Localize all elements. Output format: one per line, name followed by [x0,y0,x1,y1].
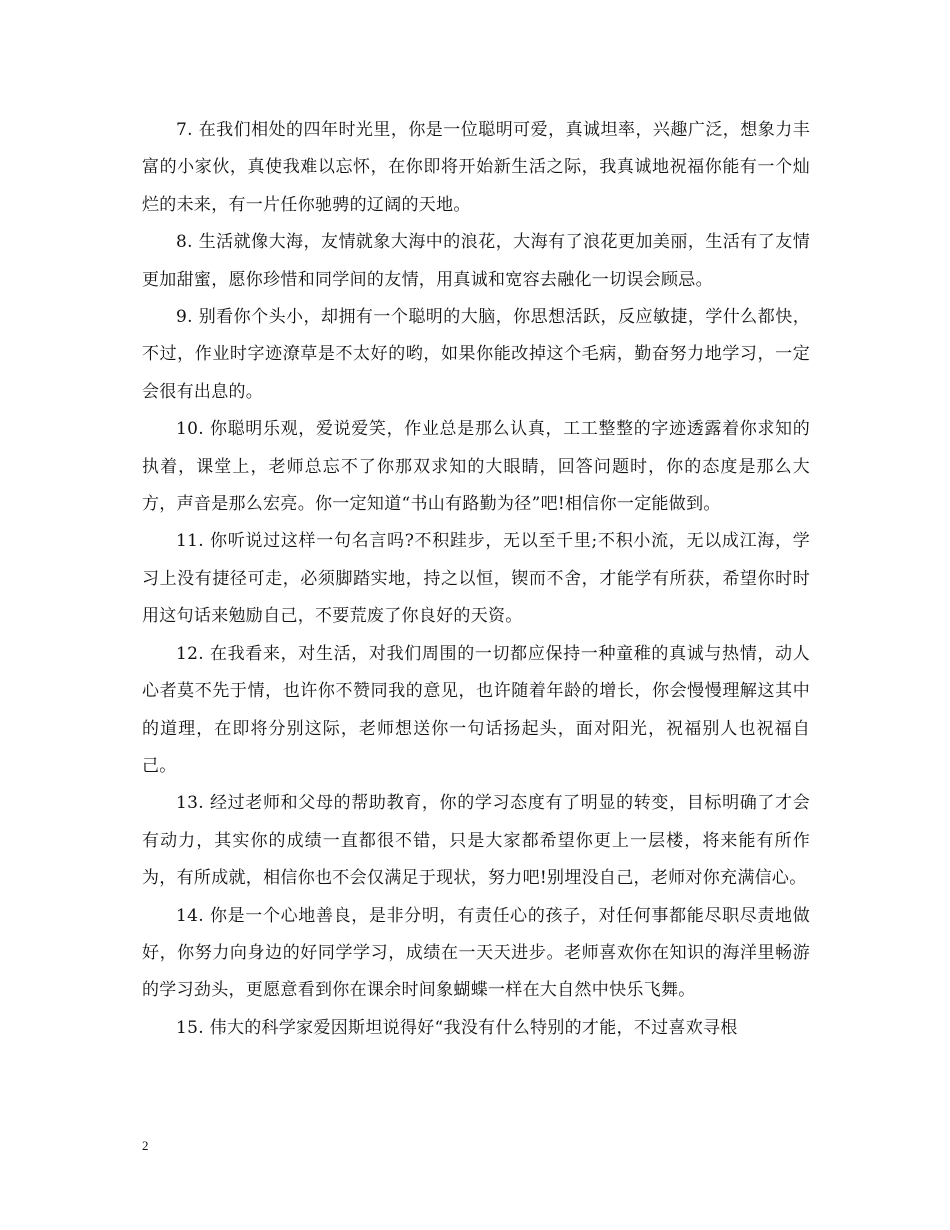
paragraph-14: 14. 你是一个心地善良，是非分明，有责任心的孩子，对任何事都能尽职尽责地做好，你努力向身边的好同学学习，成绩在一天天进步。老师喜欢你在知识的海洋里畅游的学习劲头，更愿意看到你在课余时间象蝴蝶一样在大自然中快乐飞舞。 [142,905,810,1001]
paragraph-8: 8. 生活就像大海，友情就象大海中的浪花，大海有了浪花更加美丽，生活有了友情更加甜蜜，愿你珍惜和同学间的友情，用真诚和宽容去融化一切误会顾忌。 [142,232,810,290]
paragraph-15: 15. 伟大的科学家爱因斯坦说得好“我没有什么特别的才能，不过喜欢寻根 [176,1017,738,1038]
paragraph-12: 12. 在我看来，对生活，对我们周围的一切都应保持一种童稚的真诚与热情，动人心者莫不先于情，也许你不赞同我的意见，也许随着年龄的增长，你会慢慢理解这其中的道理，在即将分别这际，老师想送你一句话扬起头，面对阳光，祝福别人也祝福自己。 [142,643,810,776]
paragraph-13: 13. 经过老师和父母的帮助教育，你的学习态度有了明显的转变，目标明确了才会有动力，其实你的成绩一直都很不错，只是大家都希望你更上一层楼，将来能有所作为，有所成就，相信你也不会仅满足于现状，努力吧!别埋没自己，老师对你充满信心。 [142,793,810,889]
paragraph-7: 7. 在我们相处的四年时光里，你是一位聪明可爱，真诚坦率，兴趣广泛，想象力丰富的小家伙，真使我难以忘怀，在你即将开始新生活之际，我真诚地祝福你能有一个灿烂的未来，有一片任你驰骋的辽阔的天地。 [142,120,810,215]
paragraph-9: 9. 别看你个头小，却拥有一个聪明的大脑，你思想活跃，反应敏捷，学什么都快，不过，作业时字迹潦草是不太好的哟，如果你能改掉这个毛病，勤奋努力地学习，一定会很有出息的。 [142,307,810,402]
paragraph-10: 10. 你聪明乐观，爱说爱笑，作业总是那么认真，工工整整的字迹透露着你求知的执着，课堂上，老师总忘不了你那双求知的大眼睛，回答问题时，你的态度是那么大方，声音是那么宏亮。你一定知道“书山有路勤为径”吧!相信你一定能做到。 [142,419,810,515]
document-body [142,112,810,1047]
page-number: 2 [142,1138,149,1153]
paragraph-11: 11. 你听说过这样一句名言吗?不积跬步，无以至千里;不积小流，无以成江海，学习上没有捷径可走，必须脚踏实地，持之以恒，锲而不舍，才能学有所获，希望你时时用这句话来勉励自己，不要荒废了你良好的天资。 [142,531,810,627]
